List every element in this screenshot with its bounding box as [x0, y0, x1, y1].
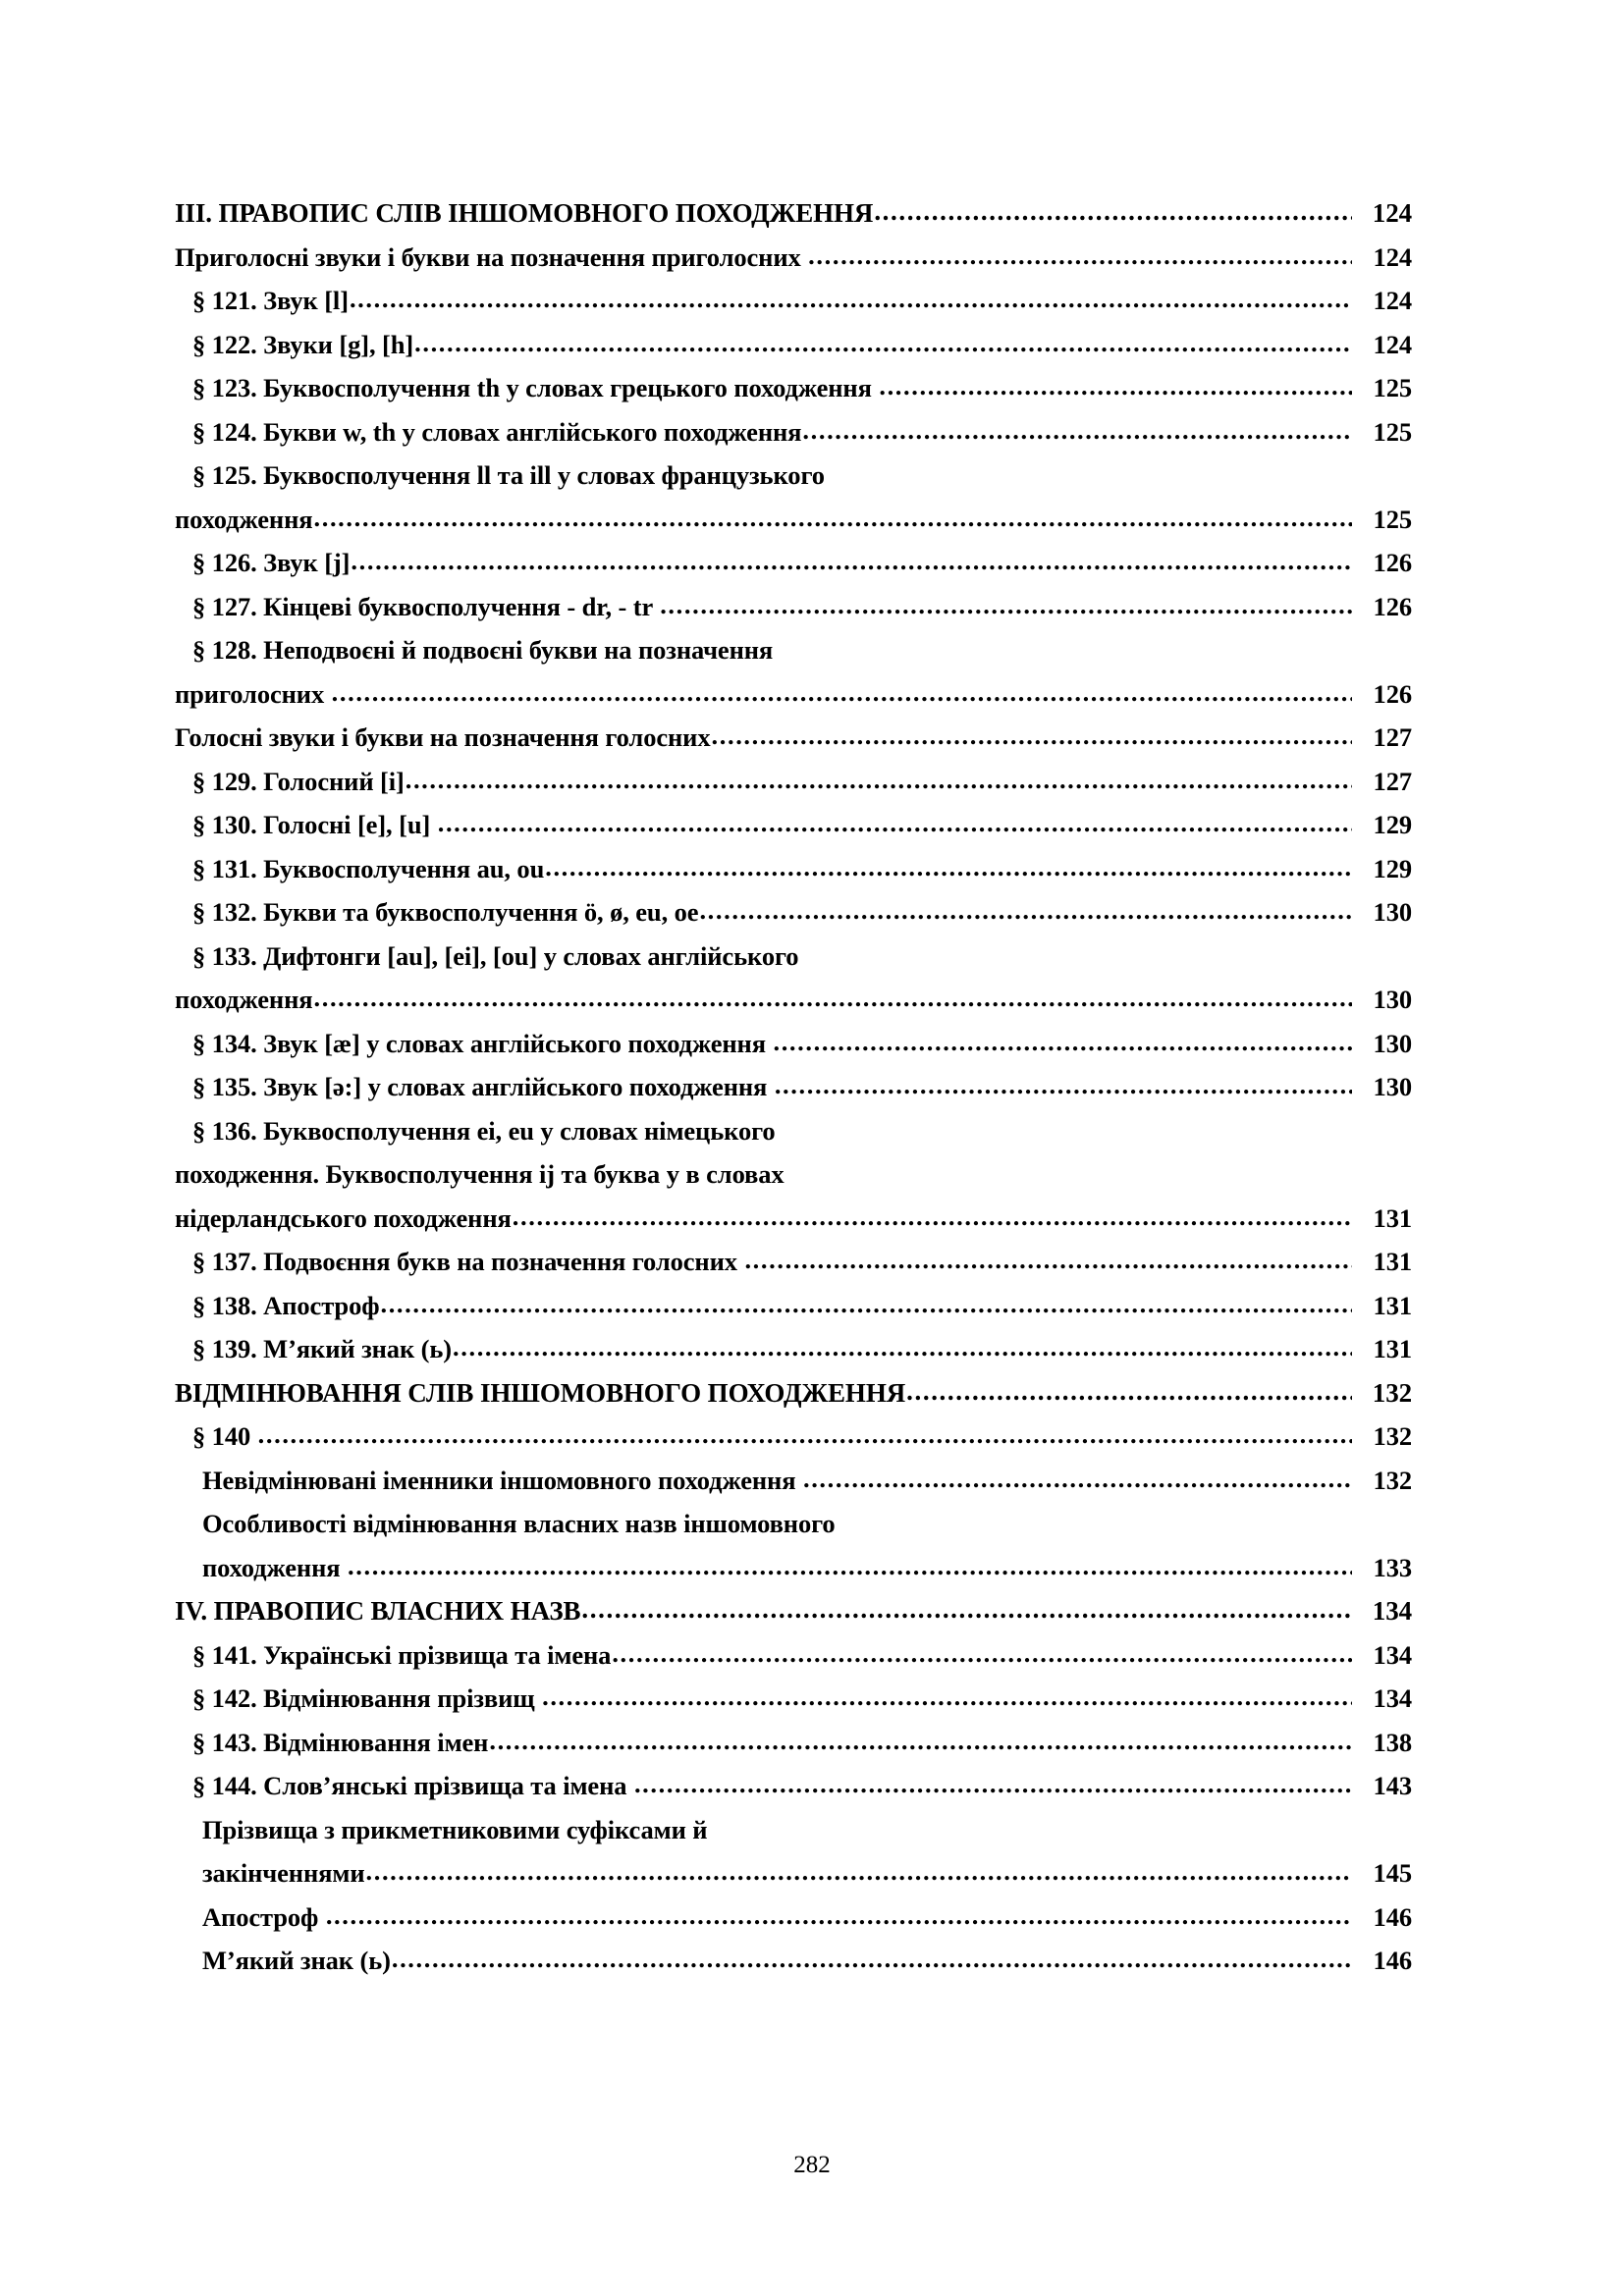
- toc-entry-page-number: 125: [1373, 504, 1412, 534]
- toc-entry-row: [175, 1371, 1412, 1415]
- toc-entry-page-number: 126: [1373, 548, 1412, 577]
- toc-entry-label: ВІДМІНЮВАННЯ СЛІВ ІНШОМОВНОГО ПОХОДЖЕННЯ: [175, 1377, 906, 1408]
- toc-entry[interactable]: [192, 585, 1412, 629]
- toc-entry-row: [175, 1589, 1412, 1633]
- toc-entry-row: [202, 1502, 1412, 1546]
- toc-entry[interactable]: [192, 279, 1412, 323]
- toc-entry[interactable]: [192, 323, 1412, 367]
- toc-entry-page-number: 130: [1373, 1028, 1412, 1058]
- toc-entry[interactable]: [192, 541, 1412, 585]
- toc-entry-page-number: 134: [1373, 1683, 1412, 1713]
- toc-dot-leader: [802, 408, 1352, 453]
- toc-entry[interactable]: [192, 1633, 1412, 1678]
- toc-entry-page-number: 130: [1373, 985, 1412, 1014]
- toc-entry-label: § 138. Апостроф: [192, 1290, 380, 1320]
- toc-entry-page-number: 146: [1373, 1901, 1412, 1932]
- toc-entry[interactable]: [175, 716, 1412, 760]
- toc-entry-page-number: 132: [1372, 1377, 1412, 1408]
- toc-entry-label: § 122. Звуки [g], [h]: [192, 329, 414, 359]
- toc-entry[interactable]: [202, 1459, 1412, 1503]
- toc-dot-leader: [545, 845, 1352, 889]
- toc-dot-leader: [366, 1849, 1353, 1894]
- toc-entry-label: походження: [202, 1552, 348, 1582]
- toc-entry-label: § 140: [192, 1421, 257, 1451]
- toc-entry[interactable]: [192, 1022, 1412, 1066]
- toc-dot-leader: [634, 1762, 1352, 1806]
- toc-entry-row: [192, 1721, 1412, 1765]
- toc-entry-row: [192, 541, 1412, 585]
- toc-entry-page-number: 127: [1373, 766, 1412, 796]
- toc-entry-row: [175, 498, 1412, 542]
- toc-entry-row: [192, 934, 1412, 979]
- toc-dot-leader: [744, 1238, 1352, 1282]
- table-of-contents: [175, 191, 1412, 1983]
- toc-entry-row: [192, 585, 1412, 629]
- toc-entry-label: М’який знак (ь): [202, 1946, 391, 1975]
- toc-entry-row: [202, 1896, 1412, 1940]
- toc-entry-page-number: 143: [1373, 1771, 1412, 1800]
- toc-entry-page-number: 126: [1373, 591, 1412, 621]
- toc-dot-leader: [808, 234, 1352, 278]
- toc-entry[interactable]: [192, 1240, 1412, 1284]
- toc-entry-row: [192, 1240, 1412, 1284]
- toc-entry-row: [192, 1022, 1412, 1066]
- toc-entry[interactable]: [175, 236, 1412, 280]
- toc-entry-page-number: 124: [1372, 198, 1412, 228]
- toc-entry-label: IV. ПРАВОПИС ВЛАСНИХ НАЗВ: [175, 1596, 581, 1626]
- toc-entry[interactable]: [192, 934, 1412, 979]
- toc-dot-leader: [879, 364, 1352, 408]
- toc-entry[interactable]: [175, 1371, 1412, 1415]
- toc-entry-label: § 134. Звук [æ] у словах англійського походження: [192, 1028, 773, 1058]
- toc-entry[interactable]: [192, 366, 1412, 410]
- toc-dot-leader: [392, 1937, 1352, 1981]
- toc-entry-row: [175, 978, 1412, 1022]
- toc-entry-row: [175, 1197, 1412, 1241]
- toc-entry-label: Прізвища з прикметниковими суфіксами й: [202, 1814, 708, 1844]
- toc-dot-leader: [803, 1457, 1352, 1501]
- toc-entry-page-number: 145: [1373, 1858, 1412, 1888]
- toc-entry-page-number: 124: [1373, 329, 1412, 359]
- toc-entry-label: § 144. Слов’янські прізвища та імена: [192, 1771, 633, 1800]
- toc-entry[interactable]: [175, 978, 1412, 1022]
- toc-entry[interactable]: [192, 847, 1412, 891]
- toc-entry[interactable]: [192, 1327, 1412, 1371]
- toc-entry-label: Особливості відмінювання власних назв іншомовного: [202, 1509, 836, 1538]
- toc-entry[interactable]: [202, 1851, 1412, 1896]
- toc-dot-leader: [258, 1413, 1352, 1457]
- toc-entry-row: [192, 628, 1412, 672]
- toc-entry-label: § 136. Буквосполучення ei, eu у словах німецького: [192, 1115, 776, 1146]
- toc-dot-leader: [314, 976, 1353, 1020]
- toc-dot-leader: [332, 670, 1352, 715]
- toc-entry-row: [192, 1327, 1412, 1371]
- toc-entry[interactable]: [175, 1197, 1412, 1241]
- toc-entry-label: походження: [175, 985, 313, 1014]
- toc-entry-page-number: 125: [1373, 373, 1412, 402]
- toc-dot-leader: [348, 1544, 1352, 1588]
- toc-entry-label: § 126. Звук [j]: [192, 548, 351, 577]
- toc-entry-page-number: 129: [1373, 853, 1412, 883]
- toc-dot-leader: [380, 1282, 1352, 1326]
- toc-entry-label: § 131. Буквосполучення au, ou: [192, 853, 545, 883]
- toc-entry-label: III. ПРАВОПИС СЛІВ ІНШОМОВНОГО ПОХОДЖЕННЯ: [175, 198, 874, 228]
- toc-entry[interactable]: [175, 1152, 1412, 1197]
- toc-entry-page-number: 127: [1373, 722, 1412, 752]
- toc-entry-row: [192, 1065, 1412, 1109]
- toc-entry-row: [192, 279, 1412, 323]
- toc-entry[interactable]: [192, 803, 1412, 847]
- toc-entry-label: § 137. Подвоєння букв на позначення голосних: [192, 1247, 744, 1276]
- toc-entry-label: Голосні звуки і букви на позначення голосних: [175, 722, 711, 752]
- toc-entry[interactable]: [175, 1589, 1412, 1633]
- toc-entry-row: [192, 1415, 1412, 1459]
- toc-entry-label: § 127. Кінцеві буквосполучення - dr, - tr: [192, 591, 660, 621]
- toc-entry-row: [192, 1284, 1412, 1328]
- toc-entry-label: § 142. Відмінювання прізвищ: [192, 1683, 542, 1713]
- toc-entry[interactable]: [192, 1109, 1412, 1153]
- toc-entry[interactable]: [192, 1284, 1412, 1328]
- toc-dot-leader: [513, 1195, 1352, 1239]
- toc-entry-page-number: 134: [1373, 1639, 1412, 1670]
- toc-entry-label: Апостроф: [202, 1901, 325, 1932]
- toc-entry-page-number: 132: [1373, 1421, 1412, 1451]
- page-number: 282: [793, 2152, 831, 2178]
- toc-entry[interactable]: [175, 498, 1412, 542]
- toc-dot-leader: [326, 1894, 1352, 1938]
- toc-entry[interactable]: [192, 1415, 1412, 1459]
- toc-entry[interactable]: [175, 191, 1412, 236]
- toc-entry[interactable]: [175, 672, 1412, 717]
- toc-dot-leader: [542, 1675, 1352, 1719]
- toc-entry-page-number: 126: [1373, 678, 1412, 709]
- toc-dot-leader: [874, 189, 1352, 234]
- toc-entry-page-number: 146: [1373, 1946, 1412, 1975]
- toc-entry-row: [175, 672, 1412, 717]
- toc-entry-page-number: 131: [1373, 1247, 1412, 1276]
- toc-dot-leader: [773, 1020, 1352, 1064]
- toc-entry-row: [192, 454, 1412, 498]
- toc-dot-leader: [314, 496, 1353, 540]
- toc-dot-leader: [581, 1587, 1352, 1631]
- toc-entry-label: § 124. Букви w, th у словах англійського походження: [192, 416, 802, 447]
- toc-entry-row: [192, 803, 1412, 847]
- toc-entry[interactable]: [192, 410, 1412, 454]
- toc-entry-row: [192, 1677, 1412, 1721]
- toc-entry-page-number: 131: [1373, 1202, 1412, 1233]
- toc-entry-page-number: 133: [1373, 1552, 1412, 1582]
- toc-entry-label: § 135. Звук [ə:] у словах англійського походження: [192, 1072, 774, 1101]
- toc-entry-label: походження: [175, 504, 313, 534]
- toc-entry-row: [202, 1851, 1412, 1896]
- toc-dot-leader: [453, 1325, 1352, 1369]
- toc-entry-row: [192, 847, 1412, 891]
- toc-entry-row: [175, 191, 1412, 236]
- toc-entry-label: § 141. Українські прізвища та імена: [192, 1639, 612, 1670]
- toc-entry-row: [192, 760, 1412, 804]
- toc-entry-row: [192, 366, 1412, 410]
- toc-entry-page-number: 130: [1373, 897, 1412, 927]
- toc-entry[interactable]: [202, 1939, 1412, 1983]
- toc-dot-leader: [489, 1719, 1352, 1763]
- toc-entry-label: § 130. Голосні [e], [u]: [192, 810, 437, 839]
- toc-entry[interactable]: [192, 1721, 1412, 1765]
- toc-dot-leader: [438, 801, 1352, 845]
- toc-entry-label: § 132. Букви та буквосполучення ö, ø, eu, oe: [192, 897, 699, 927]
- toc-entry[interactable]: [192, 890, 1412, 934]
- toc-entry-row: [175, 716, 1412, 760]
- toc-entry-label: Приголосні звуки і букви на позначення приголосних: [175, 241, 808, 272]
- toc-entry-row: [175, 1152, 1412, 1197]
- toc-entry-row: [175, 236, 1412, 280]
- toc-entry-row: [192, 1633, 1412, 1678]
- toc-entry-label: § 123. Буквосполучення th у словах грецького походження: [192, 373, 879, 402]
- toc-dot-leader: [406, 758, 1352, 802]
- toc-entry-page-number: 124: [1373, 241, 1412, 272]
- toc-entry[interactable]: [202, 1546, 1412, 1590]
- toc-entry-label: § 121. Звук [l]: [192, 286, 349, 315]
- toc-entry-label: § 129. Голосний [i]: [192, 766, 405, 796]
- toc-dot-leader: [775, 1063, 1352, 1107]
- toc-entry-page-number: 129: [1373, 810, 1412, 839]
- toc-entry[interactable]: [202, 1808, 1412, 1852]
- toc-entry-label: § 128. Неподвоєні й подвоєні букви на позначення: [192, 635, 774, 665]
- toc-entry-label: приголосних: [175, 678, 331, 709]
- toc-entry-row: [202, 1459, 1412, 1503]
- toc-entry-row: [192, 1764, 1412, 1808]
- toc-entry-row: [202, 1939, 1412, 1983]
- toc-dot-leader: [612, 1631, 1352, 1676]
- toc-entry-page-number: 138: [1373, 1727, 1412, 1757]
- toc-entry[interactable]: [202, 1502, 1412, 1546]
- toc-entry-label: закінченнями: [202, 1858, 365, 1888]
- toc-dot-leader: [351, 539, 1352, 583]
- toc-entry[interactable]: [202, 1896, 1412, 1940]
- toc-entry-page-number: 124: [1373, 286, 1412, 315]
- toc-dot-leader: [660, 583, 1352, 627]
- toc-entry-row: [202, 1546, 1412, 1590]
- toc-entry-row: [192, 323, 1412, 367]
- toc-entry-label: нідерландського походження: [175, 1202, 512, 1233]
- toc-entry-page-number: 130: [1373, 1072, 1412, 1101]
- toc-entry[interactable]: [192, 628, 1412, 672]
- toc-dot-leader: [350, 277, 1352, 321]
- toc-entry[interactable]: [192, 454, 1412, 498]
- toc-entry-label: § 133. Дифтонги [au], [ei], [ou] у словах англійського: [192, 940, 799, 971]
- toc-dot-leader: [699, 888, 1352, 933]
- toc-entry[interactable]: [192, 760, 1412, 804]
- toc-dot-leader: [712, 714, 1352, 758]
- toc-entry-label: § 139. М’який знак (ь): [192, 1334, 453, 1363]
- toc-entry-label: походження. Буквосполучення ij та буква y в словах: [175, 1159, 785, 1189]
- toc-entry-label: Невідмінювані іменники іншомовного походження: [202, 1465, 802, 1495]
- toc-entry[interactable]: [192, 1065, 1412, 1109]
- toc-entry-page-number: 131: [1373, 1290, 1412, 1320]
- toc-entry[interactable]: [192, 1677, 1412, 1721]
- toc-entry-row: [202, 1808, 1412, 1852]
- toc-entry-label: § 125. Буквосполучення ll та ill у словах французького: [192, 460, 825, 490]
- toc-entry-row: [192, 890, 1412, 934]
- toc-entry-page-number: 131: [1373, 1334, 1412, 1363]
- toc-dot-leader: [906, 1369, 1352, 1414]
- toc-entry-label: § 143. Відмінювання імен: [192, 1727, 489, 1757]
- toc-entry-page-number: 125: [1373, 416, 1412, 447]
- toc-entry-row: [192, 1109, 1412, 1153]
- toc-entry-row: [192, 410, 1412, 454]
- toc-entry-page-number: 132: [1373, 1465, 1412, 1495]
- toc-entry-page-number: 134: [1372, 1596, 1412, 1626]
- toc-dot-leader: [414, 321, 1352, 365]
- toc-entry[interactable]: [192, 1764, 1412, 1808]
